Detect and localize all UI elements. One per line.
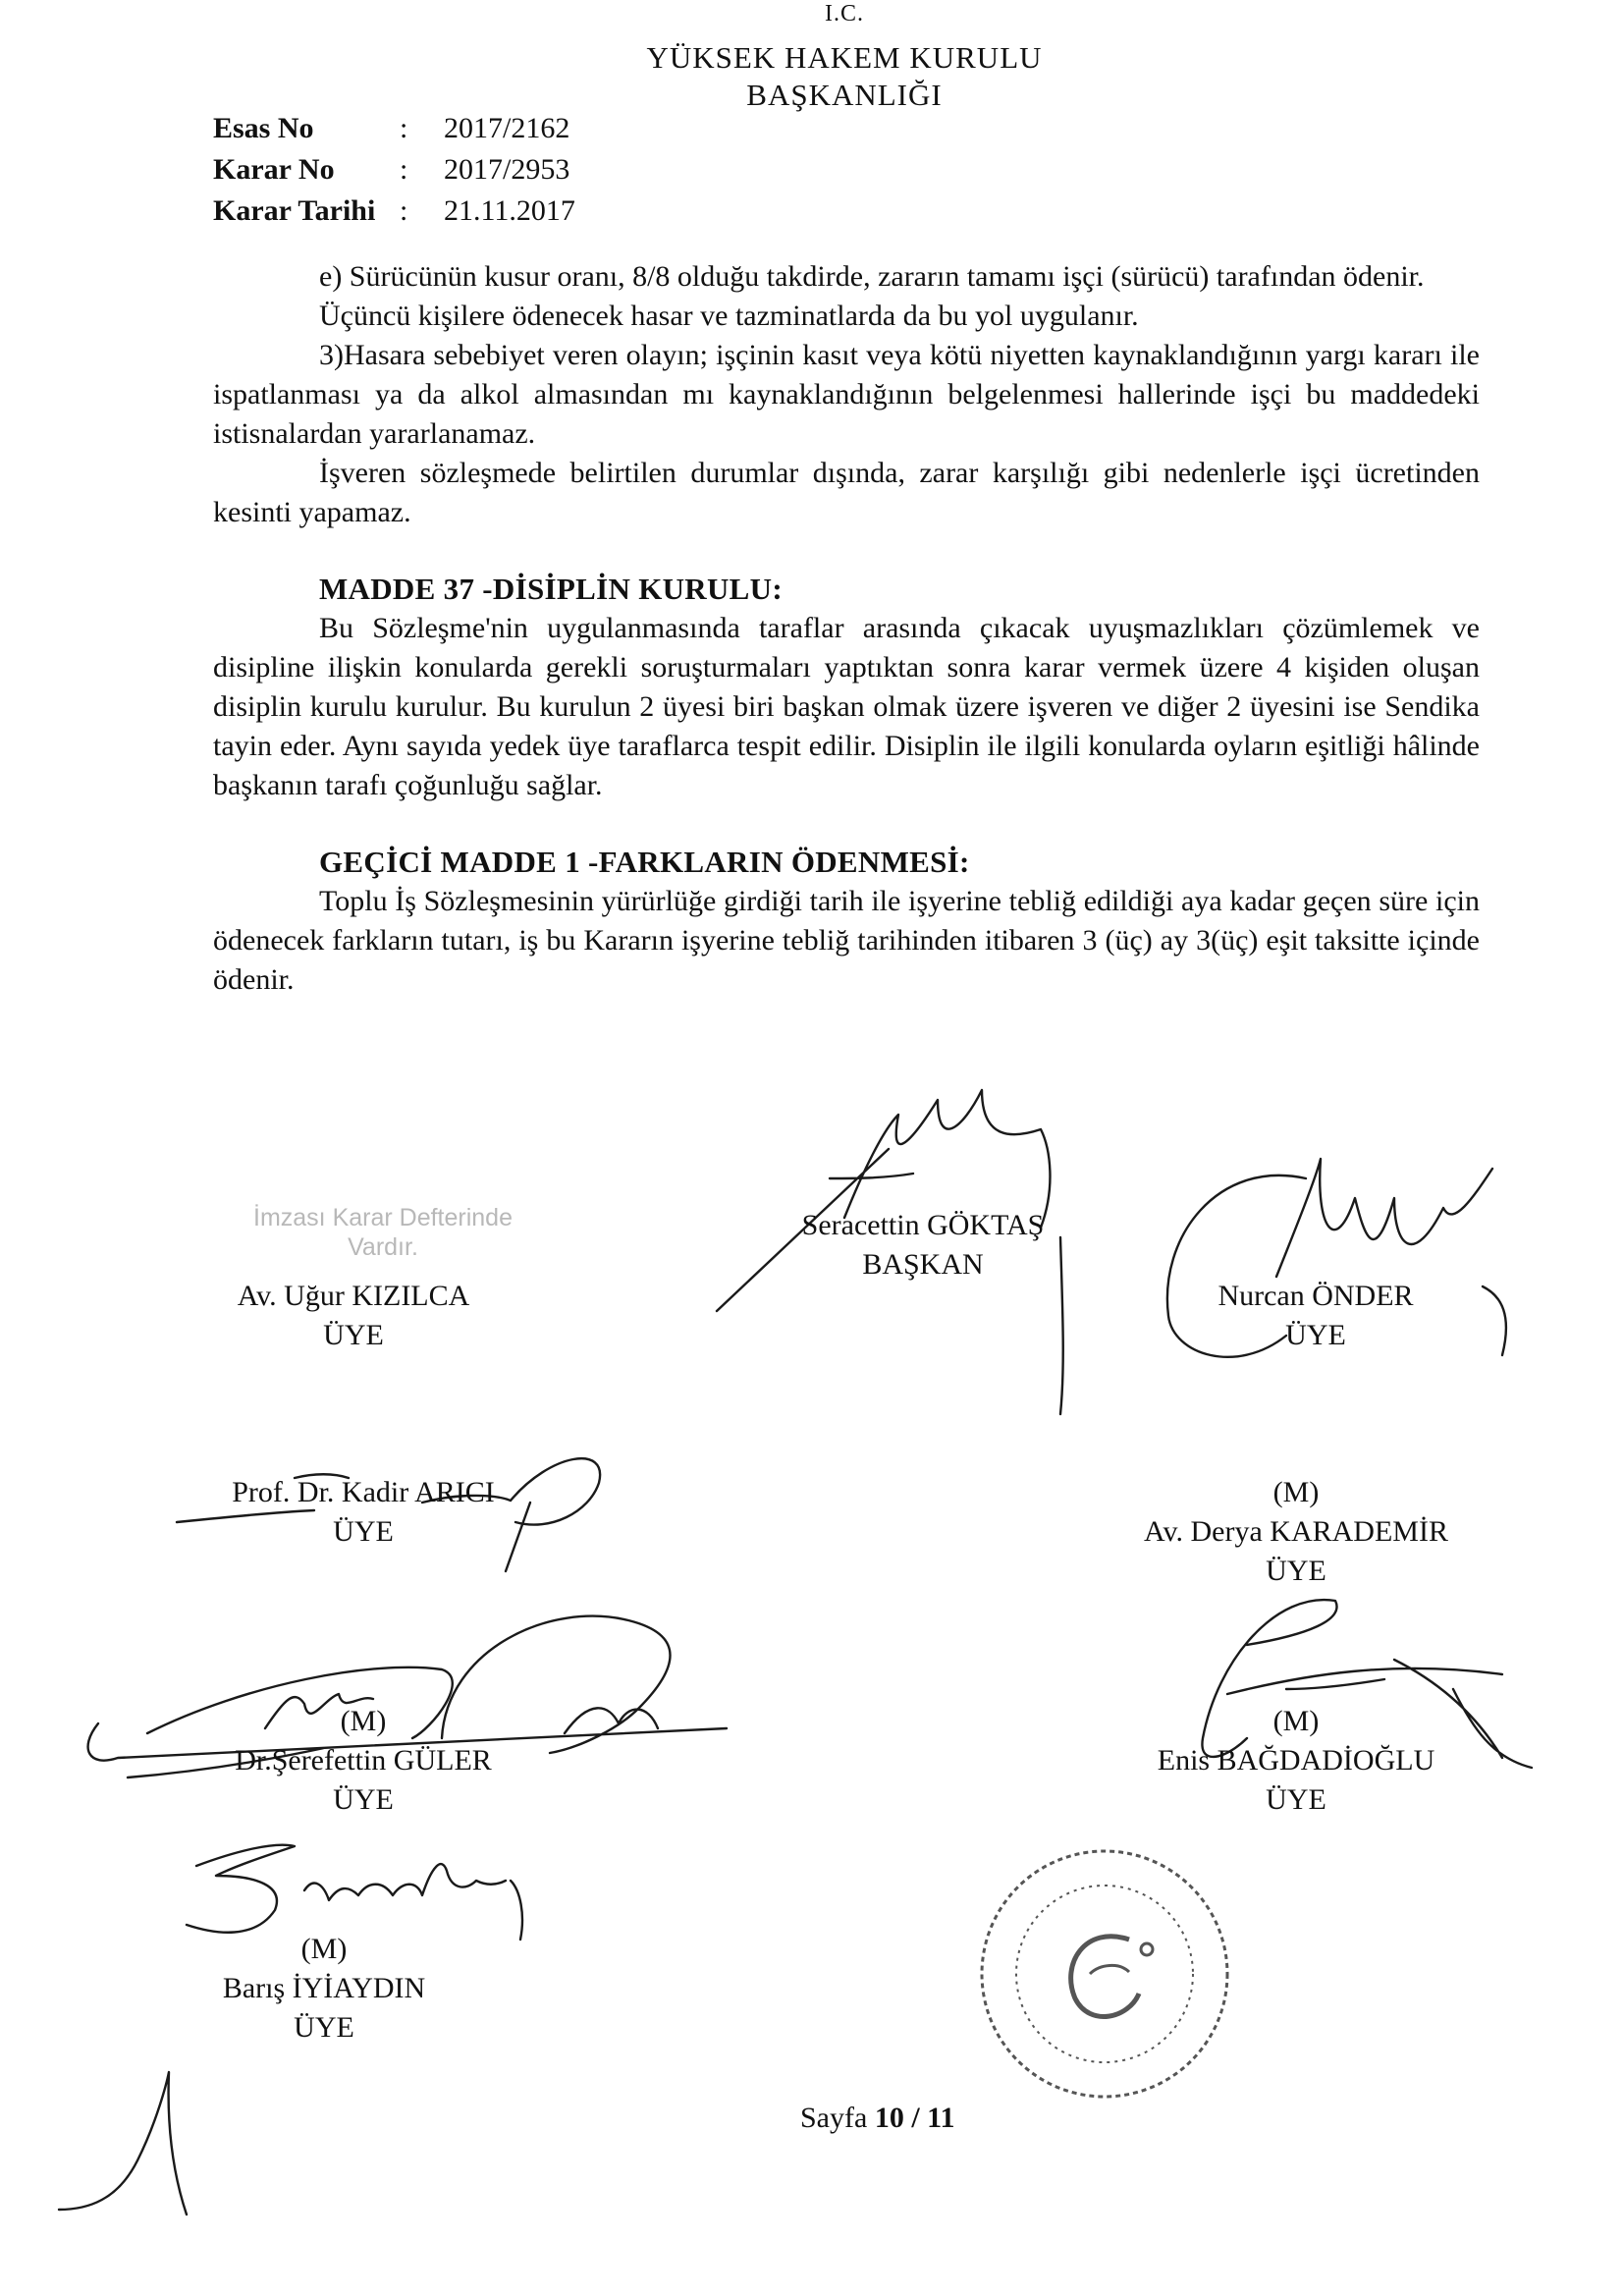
signatory-role: ÜYE [333,1783,394,1816]
heading-gecici-madde-1: GEÇİCİ MADDE 1 -FARKLARIN ÖDENMESİ: [319,845,970,879]
signatory-karademir [1090,1473,1502,1591]
signatory-onder [1129,1277,1502,1355]
meta-value: 2017/2162 [444,112,570,144]
signatory-goktas [717,1206,1129,1285]
header-fragment: I.C. [825,1,864,27]
signature-initial [59,2072,187,2214]
register-stamp-line1: İmzası Karar Defterinde [253,1204,513,1231]
register-stamp-line2: Vardır. [348,1233,418,1261]
signatory-name: Barış İYİAYDIN [222,1972,426,2004]
signatory-arici [167,1473,560,1552]
signatory-name: Prof. Dr. Kadir ARICI [232,1476,495,1508]
meta-label: Esas No [213,112,314,144]
signatory-role: ÜYE [323,1319,384,1351]
signatory-name: Dr.Şerefettin GÜLER [235,1744,492,1777]
signatory-role: ÜYE [1285,1319,1346,1351]
signatory-role: BAŞKAN [862,1248,984,1281]
paragraph-disiplin: Bu Sözleşme'nin uygulanmasında taraflar arasında çıkacak uyuşmazlıkları çözümlemek ve disipline ilişkin konularda gerekli soruşturmaları yaptıktan sonra karar vermek üzere 4 kişiden oluşan disiplin kurulu kurulur. Bu kurulun 2 üyesi biri başkan olmak üzere işveren ve diğer 2 üyesini ise Sendika tayin eder. Aynı sayıda yedek üye taraflarca tespit edilir. Disiplin ile ilgili konularda oyların eşitliği hâlinde başkanın tarafı çoğunluğu sağlar. [213,612,1480,801]
page-number-sep: / [903,2102,928,2134]
signatory-role: ÜYE [1266,1783,1326,1816]
meta-sep: : [400,153,408,186]
meta-sep: : [400,194,408,227]
page-number-word: Sayfa [800,2102,868,2134]
official-seal [982,1851,1227,2097]
paragraph-isveren: İşveren sözleşmede belirtilen durumlar dışında, zarar karşılığı gibi nedenlerle işçi ücretinden kesinti yapamaz. [213,457,1480,528]
signatory-iyiaydin [157,1930,491,2048]
signatory-kizilca [157,1277,550,1355]
heading-madde-37: MADDE 37 -DİSİPLİN KURULU: [319,572,783,606]
meta-label: Karar Tarihi [213,194,376,227]
meta-sep: : [400,112,408,144]
signatory-name: Av. Derya KARADEMİR [1144,1515,1448,1548]
page-number-current: 10 [874,2102,904,2134]
signatory-mark: (M) [1272,1705,1320,1737]
signatory-name: Nurcan ÖNDER [1217,1280,1414,1312]
signatory-role: ÜYE [333,1515,394,1548]
header-org-line2: BAŞKANLIĞI [746,78,943,112]
meta-value: 2017/2953 [444,153,570,186]
signatory-mark: (M) [340,1705,387,1737]
meta-value: 21.11.2017 [444,194,575,227]
signatory-mark: (M) [300,1933,348,1965]
paragraph-e: e) Sürücünün kusur oranı, 8/8 olduğu takdirde, zararın tamamı işçi (sürücü) tarafından ödenir. [319,260,1425,293]
meta-label: Karar No [213,153,335,186]
signatory-name: Enis BAĞDADİOĞLU [1157,1744,1435,1777]
signatory-role: ÜYE [1266,1555,1326,1587]
page-number [800,2102,955,2135]
paragraph-3: 3)Hasara sebebiyet veren olayın; işçinin kasıt veya kötü niyetten kaynaklandığının yargı kararı ile ispatlanması ya da alkol almasından mı kaynaklandığının belgelenmesi hallerinde işçi bu maddedeki istisnalardan yararlanamaz. [213,339,1480,450]
signature-iyiaydin [187,1845,522,1940]
header-org-line1: YÜKSEK HAKEM KURULU [646,40,1043,75]
signatory-name: Seracettin GÖKTAŞ [801,1209,1045,1241]
signatory-name: Av. Uğur KIZILCA [237,1280,470,1312]
paragraph-ucuncu: Üçüncü kişilere ödenecek hasar ve tazminatlarda da bu yol uygulanır. [319,300,1139,332]
signatory-guler [167,1702,560,1820]
signatory-bagdadioglu [1090,1702,1502,1820]
page-number-total: 11 [927,2102,955,2134]
paragraph-farklar: Toplu İş Sözleşmesinin yürürlüğe girdiği tarih ile işyerine tebliğ edildiği aya kadar geçen süre için ödenecek farkların tutarı, iş bu Kararın işyerine tebliğ tarihinden itibaren 3 (üç) ay 3(üç) eşit taksitte içinde ödenir. [213,885,1480,996]
signatory-role: ÜYE [294,2011,354,2044]
signatory-mark: (M) [1272,1476,1320,1508]
